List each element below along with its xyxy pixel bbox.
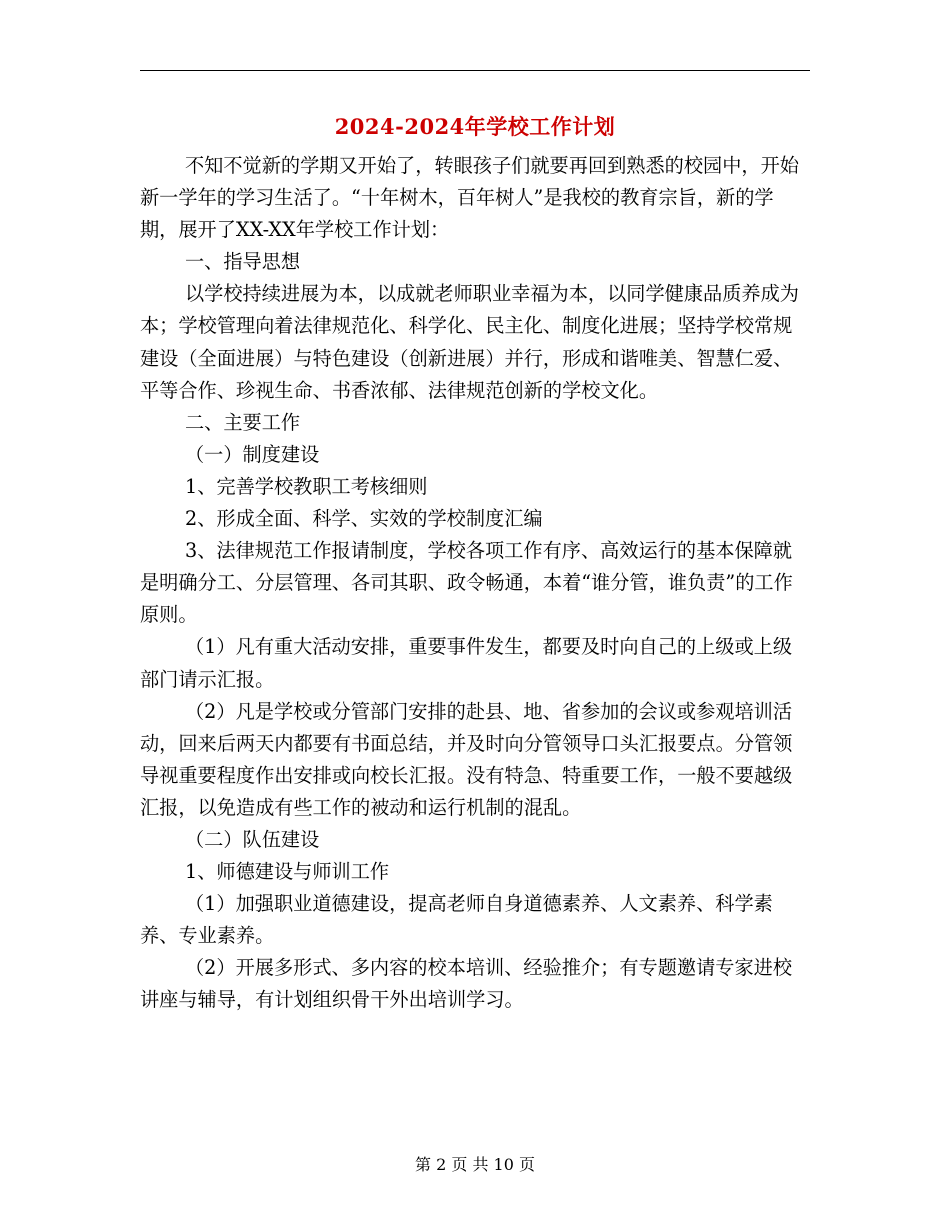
list-item: （2）凡是学校或分管部门安排的赴县、地、省参加的会议或参观培训活动，回来后两天内都要有书面总结，并及时向分管领导口头汇报要点。分管领导视重要程度作出安排或向校长汇报。没有特急、特重要工作，一般不要越级汇报，以免造成有些工作的被动和运行机制的混乱。 <box>140 699 793 819</box>
list-item: 1、完善学校教职工考核细则 <box>185 474 428 498</box>
subsection-heading: （一）制度建设 <box>185 442 320 466</box>
list-item: 2、形成全面、科学、实效的学校制度汇编 <box>185 507 543 531</box>
document-title: 2024-2024年学校工作计划 <box>334 114 616 139</box>
list-item: （1）凡有重大活动安排，重要事件发生，都要及时向自己的上级或上级部门请示汇报。 <box>140 635 793 691</box>
subsection-heading: （二）队伍建设 <box>185 827 320 851</box>
list-item: 1、师德建设与师训工作 <box>185 860 390 884</box>
section-heading: 一、指导思想 <box>185 250 301 274</box>
header-rule <box>140 70 810 71</box>
page-footer: 第 2 页 共 10 页 <box>415 1155 535 1174</box>
intro-paragraph: 不知不觉新的学期又开始了，转眼孩子们就要再回到熟悉的校园中，开始新一学年的学习生活了。“十年树木，百年树人”是我校的教育宗旨，新的学期，展开了XX-XX年学校工作计划： <box>140 154 799 242</box>
list-item: （1）加强职业道德建设，提高老师自身道德素养、人文素养、科学素养、专业素养。 <box>140 892 773 948</box>
list-item: 3、法律规范工作报请制度，学校各项工作有序、高效运行的基本保障就是明确分工、分层管理、各司其职、政令畅通，本着“谁分管，谁负责”的工作原则。 <box>140 539 793 627</box>
section-heading: 二、主要工作 <box>185 410 301 434</box>
list-item: （2）开展多形式、多内容的校本培训、经验推介；有专题邀请专家进校讲座与辅导，有计划组织骨干外出培训学习。 <box>140 956 793 1012</box>
body-paragraph: 以学校持续进展为本，以成就老师职业幸福为本，以同学健康品质养成为本；学校管理向着法律规范化、科学化、民主化、制度化进展；坚持学校常规建设（全面进展）与特色建设（创新进展）并行，形成和谐唯美、智慧仁爱、平等合作、珍视生命、书香浓郁、法律规范创新的学校文化。 <box>140 282 799 402</box>
document-body <box>140 150 810 1017</box>
